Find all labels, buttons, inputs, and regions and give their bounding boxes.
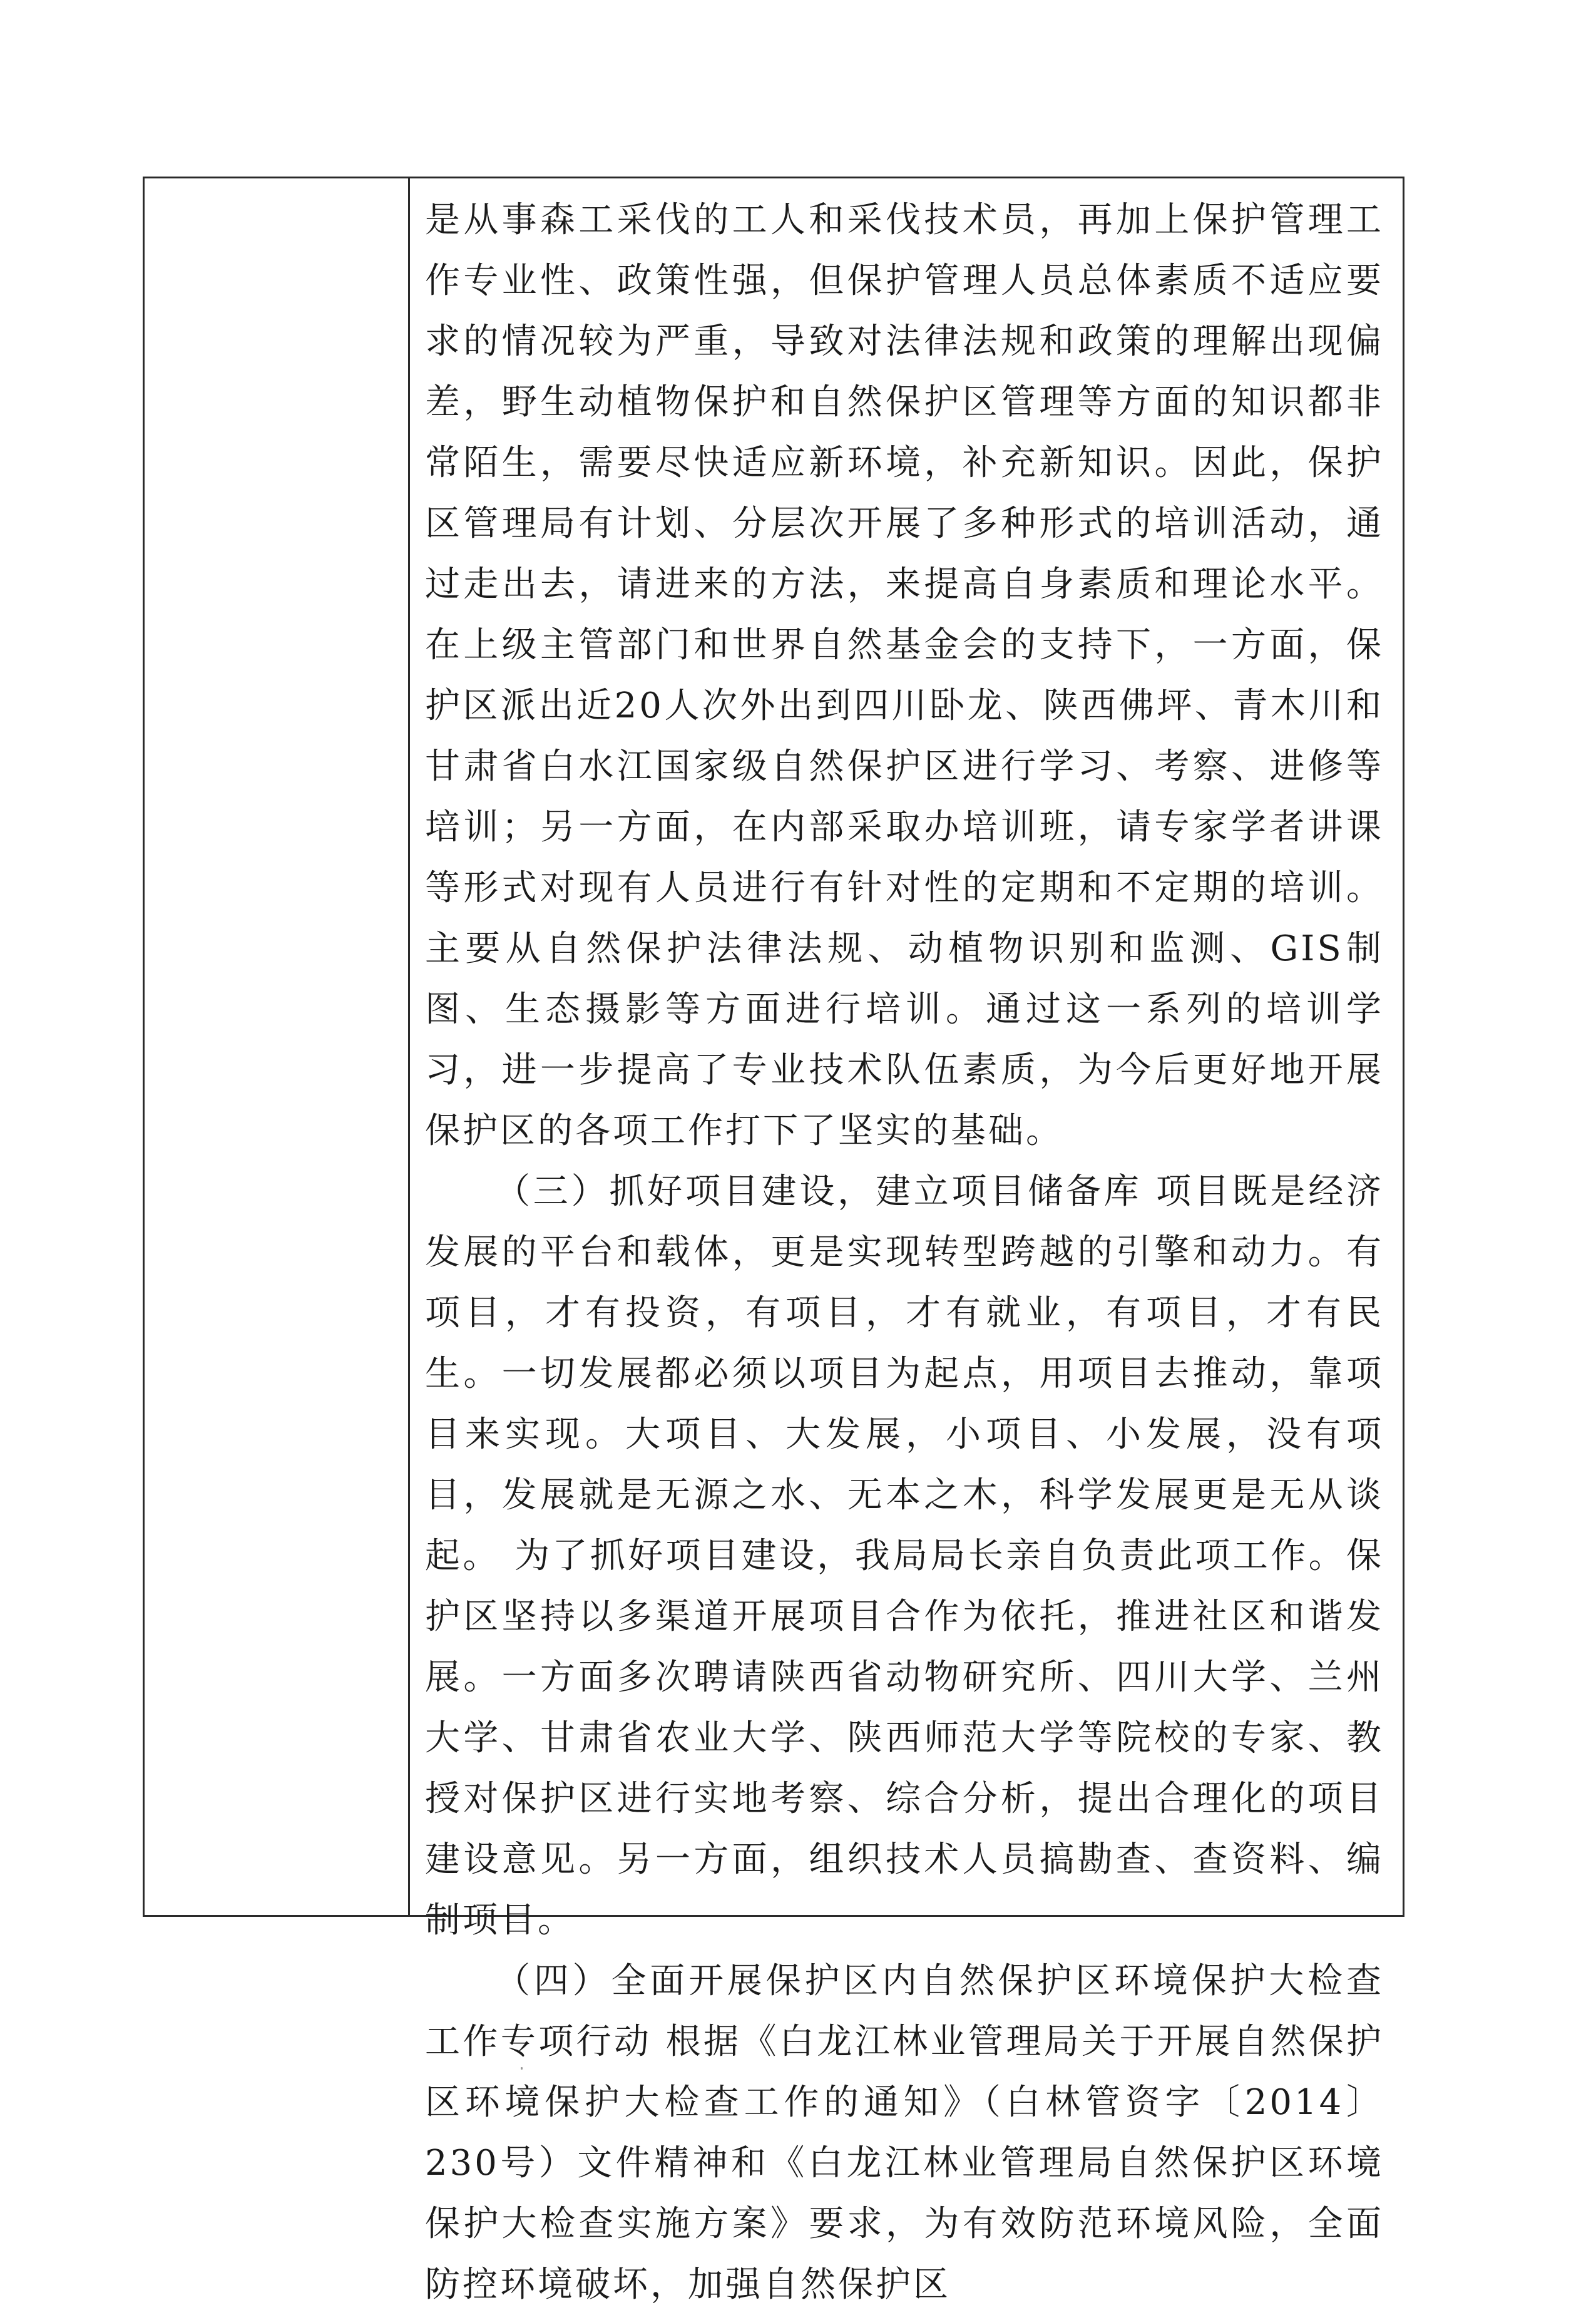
table-label-cell	[145, 178, 410, 1915]
body-paragraph-2: （三）抓好项目建设，建立项目储备库 项目既是经济发展的平台和载体，更是实现转型跨越的引擎和动力。有项目，才有投资，有项目，才有就业，有项目，才有民生。一切发展都必须以项目为起点，用项目去推动，靠项目来实现。大项目、大发展，小项目、小发展，没有项目，发展就是无源之水、无本之木，科学发展更是无从谈起。 为了抓好项目建设，我局局长亲自负责此项工作。保护区坚持以多渠道开展项目合作为依托，推进社区和谐发展。一方面多次聘请陕西省动物研究所、四川大学、兰州大学、甘肃省农业大学、陕西师范大学等院校的专家、教授对保护区进行实地考察、综合分析，提出合理化的项目建设意见。另一方面，组织技术人员搞勘查、查资料、编制项目。	[425, 1171, 1384, 1941]
body-paragraph-1: 是从事森工采伐的工人和采伐技术员，再加上保护管理工作专业性、政策性强，但保护管理人员总体素质不适应要求的情况较为严重，导致对法律法规和政策的理解出现偏差，野生动植物保护和自然保护区管理等方面的知识都非常陌生，需要尽快适应新环境，补充新知识。因此，保护区管理局有计划、分层次开展了多种形式的培训活动，通过走出去，请进来的方法，来提高自身素质和理论水平。在上级主管部门和世界自然基金会的支持下，一方面，保护区派出近20人次外出到四川卧龙、陕西佛坪、青木川和甘肃省白水江国家级自然保护区进行学习、考察、进修等培训；另一方面，在内部采取办培训班，请专家学者讲课等形式对现有人员进行有针对性的定期和不定期的培训。主要从自然保护法律法规、动植物识别和监测、GIS制图、生态摄影等方面进行培训。通过这一系列的培训学习，进一步提高了专业技术队伍素质，为今后更好地开展保护区的各项工作打下了坚实的基础。	[425, 200, 1384, 1151]
form-table	[143, 177, 1404, 2305]
scan-speck	[521, 2067, 523, 2070]
table-content-cell	[410, 178, 1403, 2305]
body-paragraph-3: （四）全面开展保护区内自然保护区环境保护大检查工作专项行动 根据《白龙江林业管理局关于开展自然保护区环境保护大检查工作的通知》（白林管资字〔2014〕230号）文件精神和《白龙江林业管理局自然保护区环境保护大检查实施方案》要求，为有效防范环境风险，全面防控环境破坏，加强自然保护区	[425, 1961, 1384, 2305]
